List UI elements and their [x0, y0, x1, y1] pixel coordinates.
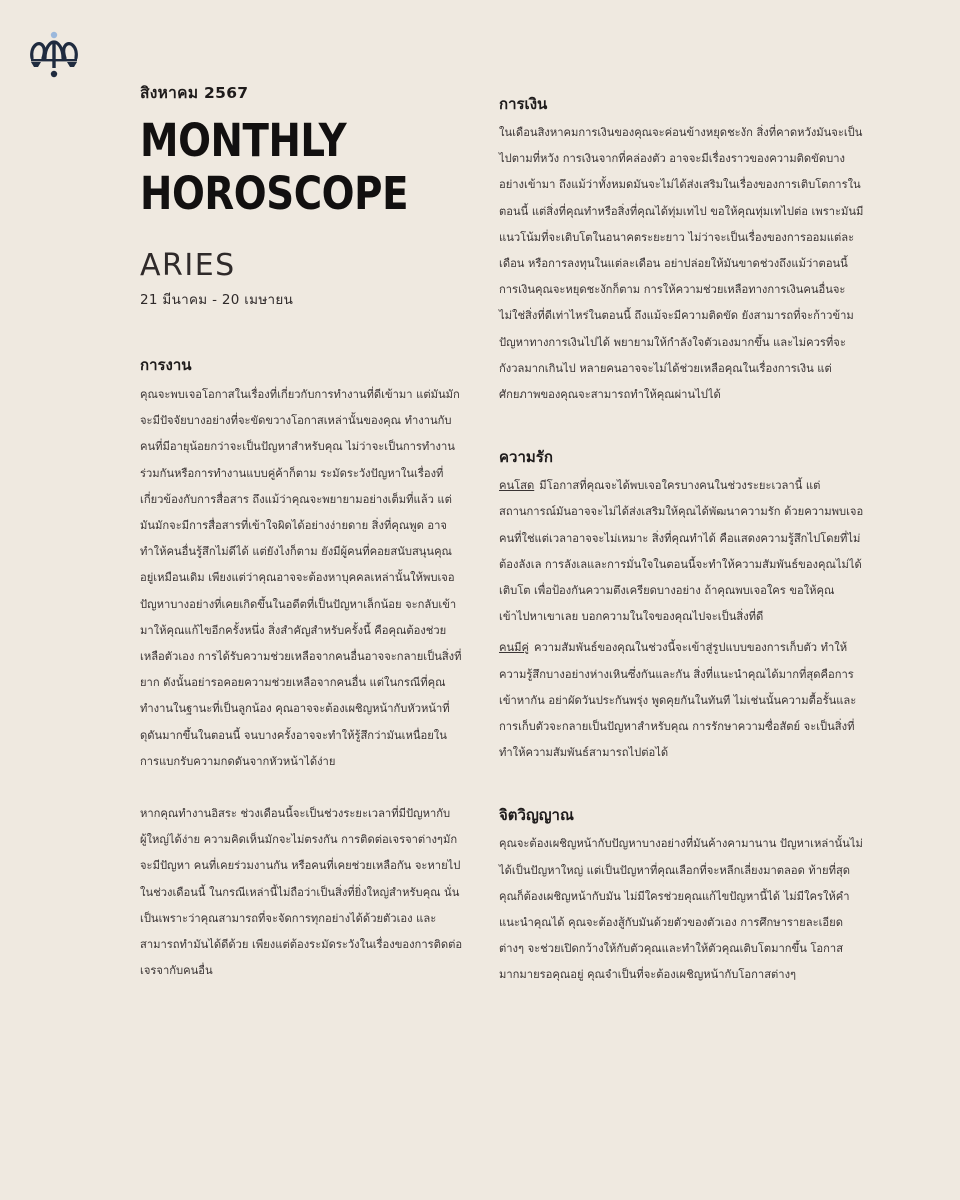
work-paragraph-1: คุณจะพบเจอโอกาสในเรื่องที่เกี่ยวกับการทำงานที่ดีเข้ามา แต่มันมักจะมีปัจจัยบางอย่างที่จะขัดขวางโอกาสเหล่านั้นของคุณ ทำงานกับคนที่มีอายุน้อยกว่าจะเป็นปัญหาสำหรับคุณ ไม่ว่าจะเป็นการทำงานร่วมกันหรือการทำงานแบบคู่ค้าก็ตาม ระมัดระวังปัญหาในเรื่องที่เกี่ยวข้องกับการสื่อสาร ถึงแม้ว่าคุณจะพยายามอย่างเต็มที่แล้ว แต่มันมักจะมีการสื่อสารที่เข้าใจผิดได้อย่างง่ายดาย สิ่งที่คุณพูด อาจทำให้คนอื่นรู้สึกไม่ดีได้ แต่ยังไงก็ตาม ยังมีผู้คนที่คอยสนับสนุนคุณอยู่เหมือนเดิม เพียงแต่ว่าคุณอาจจะต้องหาบุคคลเหล่านั้นให้พบเจอ ปัญหาบางอย่างที่เคยเกิดขึ้นในอดีตที่เป็นปัญหาเล็กน้อย จะกลับเข้ามาให้คุณแก้ไขอีกครั้งหนึ่ง สิ่งสำคัญสำหรับครั้งนี้ คือคุณต้องช่วยเหลือตัวเอง การได้รับความช่วยเหลือจากคนอื่นอาจจะกลายเป็นสิ่งที่ยาก ดังนั้นอย่ารอคอยความช่วยเหลือจากคนอื่น แต่ในกรณีที่คุณทำงานในฐานะที่เป็นลูกน้อง คุณอาจจะต้องเผชิญหน้ากับหัวหน้าที่ดุดันมากขึ้นในตอนนี้ จนบางครั้งอาจจะทำให้รู้สึกว่ามันเหนื่อยในการแบกรับความกดดันจากหัวหน้าได้ง่าย: [140, 388, 462, 768]
love-single-text: มีโอกาสที่คุณจะได้พบเจอใครบางคนในช่วงระยะเวลานี้ แต่สถานการณ์มันอาจจะไม่ได้ส่งเสริมให้คุณได้พัฒนาความรัก ด้วยความพบเจอคนที่ใช่แต่เวลาอาจจะไม่เหมาะ สิ่งที่คุณทำได้ คือแสดงความรู้สึกไปโดยที่ไม่ต้องลังเล การลังเลและการมั่นใจในตอนนี้จะทำให้ความสัมพันธ์ของคุณไม่ได้เติบโต เพื่อป้องกันความตึงเครียดบางอย่าง ถ้าคุณพบเจอใคร ขอให้คุณเข้าไปหาเขาเลย บอกความในใจของคุณไปจะเป็นสิ่งที่ดี: [499, 479, 864, 624]
love-couple-text: ความสัมพันธ์ของคุณในช่วงนี้จะเข้าสู่รูปแบบของการเก็บตัว ทำให้ความรู้สึกบางอย่างห่างเหินซึ่งกันและกัน สิ่งที่แนะนำคุณได้มากที่สุดคือการเข้าหากัน อย่าผัดวันประกันพรุ่ง พูดคุยกันในทันที ไม่เช่นนั้นความตื้อรั้นและการเก็บตัวจะกลายเป็นปัญหาสำหรับคุณ การรักษาความซื่อสัตย์ จะเป็นสิ่งที่ทำให้ความสัมพันธ์สามารถไปต่อได้: [499, 641, 857, 760]
right-column: [499, 93, 864, 989]
title-line-2: HOROSCOPE: [140, 167, 409, 220]
love-couple-label: คนมีคู่: [499, 641, 529, 655]
section-title-work: การงาน: [140, 356, 192, 374]
month-label: สิงหาคม 2567: [140, 84, 249, 102]
love-couple-paragraph: [499, 635, 864, 766]
section-title-money: การเงิน: [499, 95, 548, 113]
date-range: 21 มีนาคม - 20 เมษายน: [140, 292, 294, 308]
work-paragraph-2: หากคุณทำงานอิสระ ช่วงเดือนนี้จะเป็นช่วงระยะเวลาที่มีปัญหากับผู้ใหญ่ได้ง่าย ความคิดเห็นมักจะไม่ตรงกัน การติดต่อเจรจาต่างๆมักจะมีปัญหา คนที่เคยร่วมงานกัน หรือคนที่เคยช่วยเหลือกัน จะหายไปในช่วงเดือนนี้ ในกรณีเหล่านี้ไม่ถือว่าเป็นสิ่งที่ยิ่งใหญ่สำหรับคุณ นั่นเป็นเพราะว่าคุณสามารถที่จะจัดการทุกอย่างได้ด้วยตัวเอง และสามารถทำมันได้ดีด้วย เพียงแต่ต้องระมัดระวังในเรื่องของการติดต่อเจรจากับคนอื่น: [140, 807, 463, 978]
section-title-love: ความรัก: [499, 448, 553, 467]
zodiac-sign: ARIES: [140, 248, 236, 283]
spirit-paragraph: คุณจะต้องเผชิญหน้ากับปัญหาบางอย่างที่มันค้างคามานาน ปัญหาเหล่านั้นไม่ได้เป็นปัญหาใหญ่ แต่เป็นปัญหาที่คุณเลือกที่จะหลีกเลี่ยงมาตลอด ท้ายที่สุดคุณก็ต้องเผชิญหน้ากับมัน ไม่มีใครช่วยคุณแก้ไขปัญหานี้ได้ ไม่มีใครให้คำแนะนำคุณได้ คุณจะต้องสู้กับมันด้วยตัวของตัวเอง การศึกษารายละเอียดต่างๆ จะช่วยเปิดกว้างให้กับตัวคุณและทำให้ตัวคุณเติบโตมากขึ้น โอกาสมากมายรอคุณอยู่ คุณจำเป็นที่จะต้องเผชิญหน้ากับโอกาสต่างๆ: [499, 837, 863, 982]
page-title: [140, 114, 420, 220]
section-title-spirit: จิตวิญญาณ: [499, 806, 574, 825]
left-column: [140, 80, 465, 984]
love-single-paragraph: [499, 473, 864, 630]
love-single-label: คนโสด: [499, 479, 535, 493]
money-paragraph: ในเดือนสิงหาคมการเงินของคุณจะค่อนข้างหยุดชะงัก สิ่งที่คาดหวังมันจะเป็นไปตามที่หวัง การเงินจากที่คล่องตัว อาจจะมีเรื่องราวของความติดขัดบางอย่างเข้ามา ถึงแม้ว่าทั้งหมดมันจะไม่ได้ส่งเสริมในเรื่องของการเติบโตการในตอนนี้ แต่สิ่งที่คุณทำหรือสิ่งที่คุณได้ทุ่มเทไป ขอให้คุณทุ่มเทไปต่อ เพราะมันมีแนวโน้มที่จะเติบโตในอนาคตระยะยาว ไม่ว่าจะเป็นเรื่องของการออมแต่ละเดือน หรือการลงทุนในแต่ละเดือน อย่าปล่อยให้มันขาดช่วงถึงแม้ว่าตอนนี้การเงินคุณจะหยุดชะงักก็ตาม การให้ความช่วยเหลือทางการเงินคนอื่นจะไม่ใช่สิ่งที่ดีเท่าไหร่ในตอนนี้ ถึงแม้จะมีความติดขัด ยังสามารถที่จะก้าวข้ามปัญหาทางการเงินไปได้ พยายามให้กำลังใจตัวเองมากขึ้น และไม่ควรที่จะกังวลมากเกินไป หลายคนอาจจะไม่ได้ช่วยเหลือคุณในเรื่องการเงิน แต่ศักยภาพของคุณจะสามารถทำให้คุณผ่านไปได้: [499, 126, 864, 402]
title-line-1: MONTHLY: [140, 114, 347, 167]
brand-logo-icon: [27, 28, 81, 80]
